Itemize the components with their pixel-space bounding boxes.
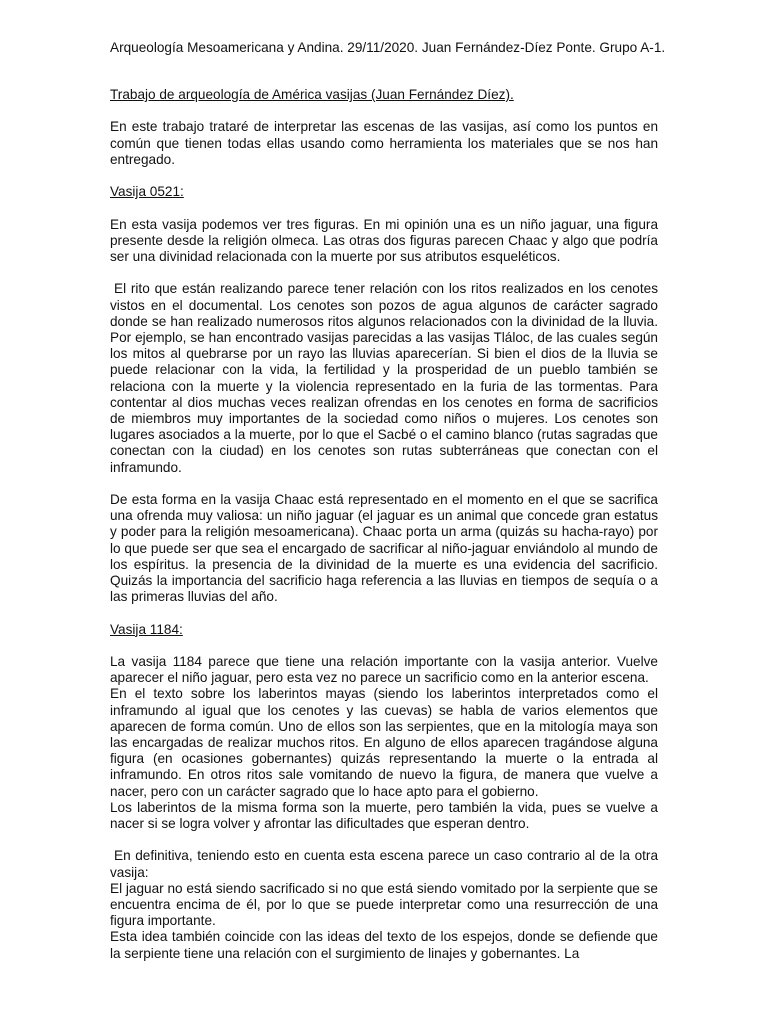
document-body <box>110 87 658 962</box>
document-title <box>110 87 658 103</box>
vasija-1184-paragraph-1: La vasija 1184 parece que tiene una relación importante con la vasija anterior. Vuelve aparecer el niño jaguar, pero esta vez no parece un sacrificio como en la anterior escena. <box>110 654 658 686</box>
vasija-0521-paragraph-3: De esta forma en la vasija Chaac está representado en el momento en el que se sacrifica una ofrenda muy valiosa: un niño jaguar (el jaguar es un animal que concede gran estatus y poder para la religión mesoamericana). Chaac porta un arma (quizás su hacha-rayo) por lo que puede ser que sea el encargado de sacrificar al niño-jaguar enviándolo al mundo de los espíritus. la presencia de la divinidad de la muerte es una evidencia del sacrificio. Quizás la importancia del sacrificio haga referencia a las lluvias en tiempos de sequía o a las primeras lluvias del año. <box>110 492 658 605</box>
document-title-text: Trabajo de arqueología de América vasijas (Juan Fernández Díez). <box>110 87 514 102</box>
intro-paragraph: En este trabajo trataré de interpretar las escenas de las vasijas, así como los puntos en común que tienen todas ellas usando como herramienta los materiales que se nos han entregado. <box>110 119 658 167</box>
vasija-1184-paragraph-2: En el texto sobre los laberintos mayas (siendo los laberintos interpretados como el inframundo al igual que los cenotes y las cuevas) se habla de varios elementos que aparecen de forma común. Uno de ellos son las serpientes, que en la mitología maya son las encargadas de realizar muchos ritos. En alguno de ellos aparecen tragándose alguna figura (en ocasiones gobernantes) quizás representando la muerte o la entrada al inframundo. En otros ritos sale vomitando de nuevo la figura, de manera que vuelve a nacer, pero con un carácter sagrado que lo hace apto para el gobierno. <box>110 686 658 799</box>
page-header: Arqueología Mesoamericana y Andina. 29/11/2020. Juan Fernández-Díez Ponte. Grupo A-1. <box>110 40 666 55</box>
vasija-1184-paragraph-4: En definitiva, teniendo esto en cuenta esta escena parece un caso contrario al de la otra vasija: <box>110 848 658 880</box>
section-heading-vasija-1184 <box>110 622 658 638</box>
section-heading-vasija-0521-text: Vasija 0521: <box>110 184 184 200</box>
vasija-1184-paragraph-5: El jaguar no está siendo sacrificado si no que está siendo vomitado por la serpiente que se encuentra encima de él, por lo que se puede interpretar como una resurrección de una figura importante. <box>110 880 658 929</box>
section-heading-vasija-0521 <box>110 184 658 200</box>
vasija-1184-paragraph-3: Los laberintos de la misma forma son la muerte, pero también la vida, pues se vuelve a nacer si se logra volver y afrontar las dificultades que esperan dentro. <box>110 799 658 832</box>
vasija-0521-paragraph-1: En esta vasija podemos ver tres figuras. En mi opinión una es un niño jaguar, una figura presente desde la religión olmeca. Las otras dos figuras parecen Chaac y algo que podría ser una divinidad relacionada con la muerte por sus atributos esqueléticos. <box>110 216 658 264</box>
vasija-1184-paragraph-6: Esta idea también coincide con las ideas del texto de los espejos, donde se defiende que la serpiente tiene una relación con el surgimiento de linajes y gobernantes. La <box>110 929 658 961</box>
vasija-0521-paragraph-2: El rito que están realizando parece tener relación con los ritos realizados en los cenotes vistos en el documental. Los cenotes son pozos de agua algunos de carácter sagrado donde se han realizado numerosos ritos algunos relacionados con la divinidad de la lluvia. Por ejemplo, se han encontrado vasijas parecidas a las vasijas Tláloc, de las cuales según los mitos al quebrarse por un rayo las lluvias aparecerían. Si bien el dios de la lluvia se puede relacionar con la vida, la fertilidad y la prosperidad de un pueblo también se relaciona con la muerte y la violencia representado en la furia de las tormentas. Para contentar al dios muchas veces realizan ofrendas en los cenotes en forma de sacrificios de miembros muy importantes de la sociedad como niños o mujeres. Los cenotes son lugares asociados a la muerte, por lo que el Sacbé o el camino blanco (rutas sagradas que conectan con la ciudad) en los cenotes son rutas subterráneas que conectan con el inframundo. <box>110 281 658 475</box>
section-heading-vasija-1184-text: Vasija 1184: <box>110 621 183 637</box>
